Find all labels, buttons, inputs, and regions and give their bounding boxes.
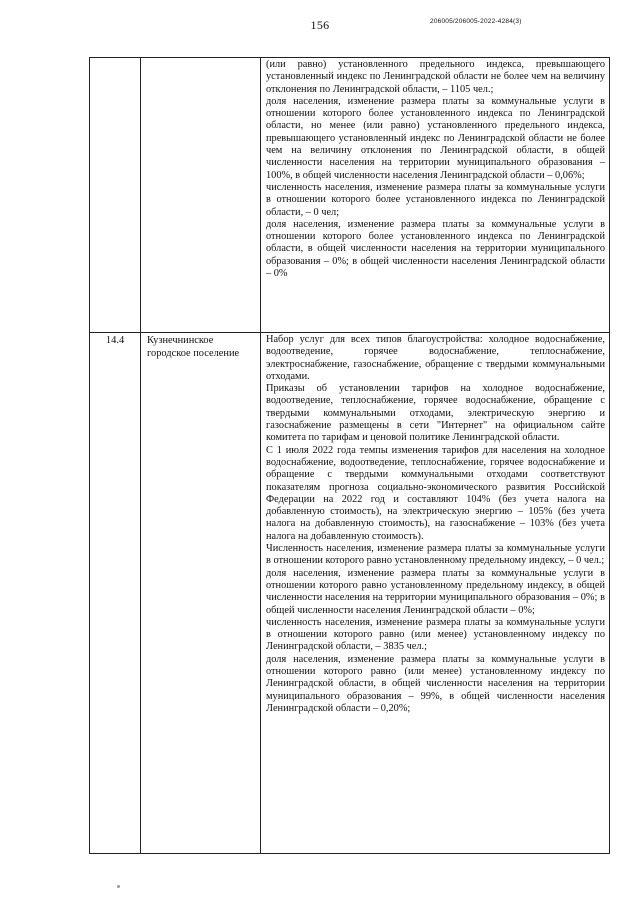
paragraph: (или равно) установленного предельного индекса, превышающего установленный индекс по Ленинградской области не более чем на величину отклонения по Ленинградской области, – 1105 чел.; [266,59,605,95]
description-cell [261,58,610,333]
paragraph: Приказы об установлении тарифов на холодное водоснабжение, водоотведение, теплоснабжение, горячее водоснабжение, обращение с твердыми коммунальными отходами, электрическую энергию и газоснабжение размещены в сети "Интернет" на официальном сайте комитета по тарифам и ценовой политике Ленинградской области. [266,383,605,444]
settlement-name [141,58,261,333]
table-row [90,333,610,854]
table-row [90,58,610,333]
paragraph: численность населения, изменение размера платы за коммунальные услуги в отношении которого равно (или менее) установленному индексу по Ленинградской области, – 3835 чел.; [266,616,605,653]
settlements-table [89,57,610,854]
paragraph: численность населения, изменение размера платы за коммунальные услуги в отношении которого более установленного индекса по Ленинградской области, – 0 чел; [266,181,605,218]
paragraph: С 1 июля 2022 года темпы изменения тарифов для населения на холодное водоснабжение, водоотведение, теплоснабжение, горячее водоснабжение и обращение с твердыми коммунальными отходами соответствуют показателям прогноза социально-экономического развития Российской Федерации на 2022 год и составляют 104% (без учета налога на добавленную стоимость), на электрическую энергию – 105% (без учета налога на добавленную стоимость), на газоснабжение – 103% (без учета налога на добавленную стоимость). [266,444,605,542]
page-number: 156 [310,18,330,32]
paragraph: доля населения, изменение размера платы за коммунальные услуги в отношении которого равно установленному предельному индексу, в общей численности населения на территории муниципального образования – 0%; в общей численности населения Ленинградской области – 0%; [266,567,605,616]
row-number [90,58,141,333]
row-number: 14.4 [90,333,141,854]
paragraph: Набор услуг для всех типов благоустройства: холодное водоснабжение, водоотведение, горячее водоснабжение, теплоснабжение, электроснабжение, газоснабжение, обращение с твердыми коммунальными отходами. [266,334,605,382]
description-cell [261,333,610,854]
paragraph: доля населения, изменение размера платы за коммунальные услуги в отношении которого более установленного индекса по Ленинградской области, но менее (или равно) установленного предельного индекса, превышающего установленный индекс по Ленинградской области не более чем на величину отклонения по Ленинградской области, в общей численности населения на территории муниципального образования – 100%, в общей численности населения Ленинградской области – 0,06%; [266,95,605,181]
scan-dot [117,885,120,888]
paragraph: доля населения, изменение размера платы за коммунальные услуги в отношении которого равно (или менее) установленному индексу по Ленинградской области, в общей численности населения на территории муниципального образования – 99%, в общей численности населения Ленинградской области – 0,20%; [266,653,605,714]
document-code: 206005/206005-2022-4284(3) [430,18,522,25]
paragraph: Численность населения, изменение размера платы за коммунальные услуги в отношении которого равно установленному предельному индексу, – 0 чел.; [266,543,605,567]
paragraph: доля населения, изменение размера платы за коммунальные услуги в отношении которого более установленного индекса по Ленинградской области, в общей численности населения на территории муниципального образования – 0%; в общей численности населения Ленинградской области – 0% [266,218,605,280]
settlement-name: Кузнечнинское городское поселение [141,333,261,854]
